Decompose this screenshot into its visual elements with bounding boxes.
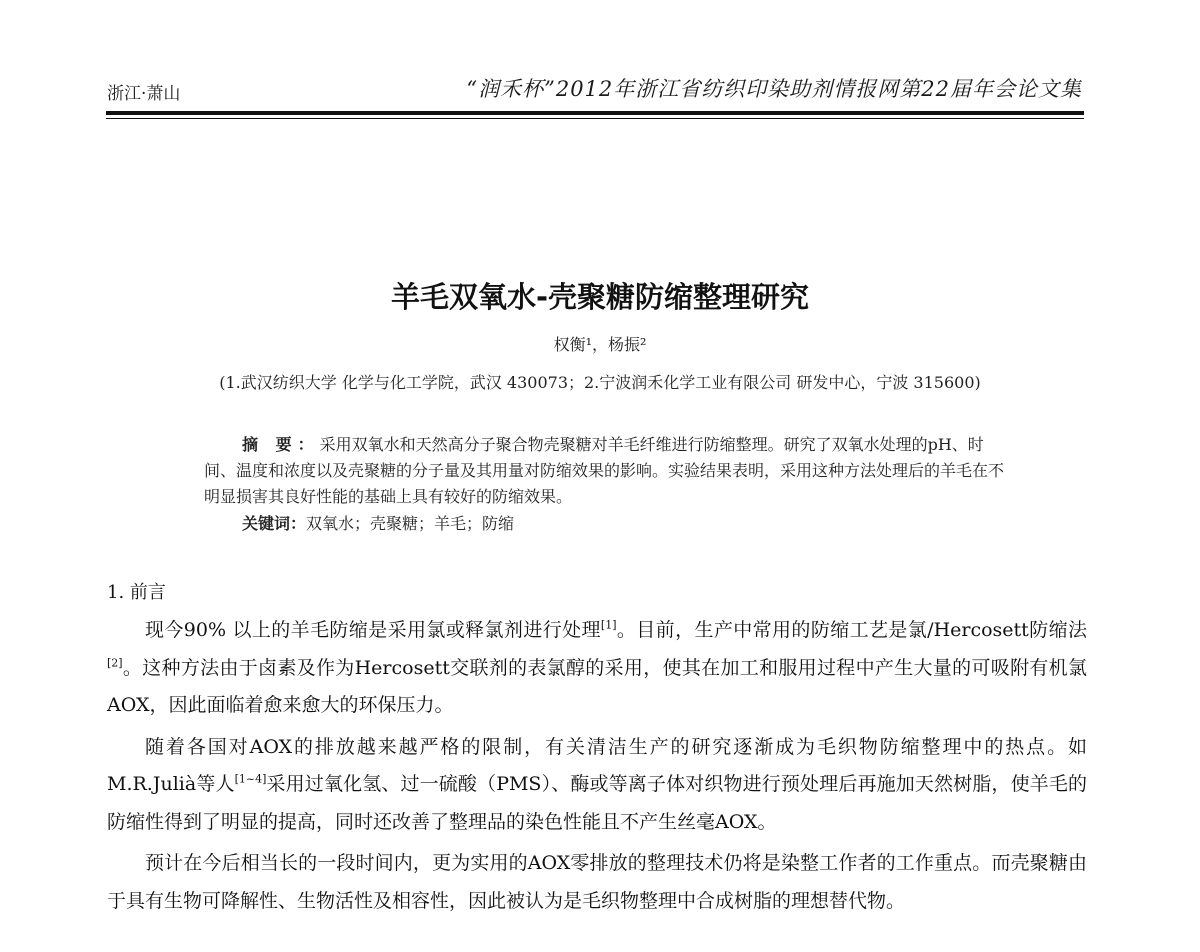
- authors: 权衡¹，杨振²: [553, 335, 647, 354]
- body-paragraph-2: [107, 729, 1087, 842]
- affiliation: (1.武汉纺织大学 化学与化工学院，武汉 430073；2.宁波润禾化学工业有限公司 研发中心，宁波 315600): [219, 373, 981, 392]
- abstract: [204, 432, 1004, 510]
- paper-title: 羊毛双氧水-壳聚糖防缩整理研究: [390, 280, 810, 314]
- body-text-span: 采用过氧化氢、过一硫酸（PMS）、酶或等离子体对织物进行预处理后再施加天然树脂，使羊毛的防缩性得到了明显的提高，同时还改善了整理品的染色性能且不产生丝毫AOX。: [107, 773, 1087, 833]
- abstract-label: 摘 要：: [242, 435, 320, 454]
- citation-ref: [1~4]: [234, 772, 267, 786]
- keywords: [242, 511, 514, 534]
- body-text-span: 。目前，生产中常用的防缩工艺是氯/Hercosett防缩法: [616, 619, 1087, 641]
- abstract-text: 采用双氧水和天然高分子聚合物壳聚糖对羊毛纤维进行防缩整理。研究了双氧水处理的pH、时间、温度和浓度以及壳聚糖的分子量及其用量对防缩效果的影响。实验结果表明，采用这种方法处理后的羊毛在不明显损害其良好性能的基础上具有较好的防缩效果。: [204, 435, 1005, 506]
- body-text-span: 随着各国对AOX的排放越来越严格的限制，有关清洁生产的研究逐渐成为毛织物防缩整理中的热点。如M.R.Julià等人: [107, 735, 1087, 795]
- abstract-paragraph: [204, 432, 1004, 510]
- header-rule-thick: [106, 111, 1084, 115]
- running-header-location: 浙江·萧山: [107, 84, 181, 104]
- header-rule-thin: [106, 118, 1084, 119]
- citation-ref: [2]: [107, 656, 123, 670]
- section-heading: 1. 前言: [107, 582, 166, 603]
- keywords-text: 双氧水；壳聚糖；羊毛；防缩: [306, 514, 515, 533]
- keywords-label: 关键词：: [242, 514, 307, 533]
- body-text-span: 。这种方法由于卤素及作为Hercosett交联剂的表氯醇的采用，使其在加工和服用过程中产生大量的可吸附有机氯AOX，因此面临着愈来愈大的环保压力。: [107, 656, 1087, 716]
- body-paragraph-3: 预计在今后相当长的一段时间内，更为实用的AOX零排放的整理技术仍将是染整工作者的工作重点。而壳聚糖由于具有生物可降解性、生物活性及相容性，因此被认为是毛织物整理中合成树脂的理想替代物。: [107, 852, 1087, 912]
- body-paragraph-1: [107, 612, 1087, 725]
- body-text-span: 现今90% 以上的羊毛防缩是采用氯或释氯剂进行处理: [145, 619, 601, 641]
- running-header-proceedings: “润禾杯”2012年浙江省纺织印染助剂情报网第22届年会论文集: [466, 77, 1082, 101]
- citation-ref: [1]: [600, 618, 617, 632]
- body-text: [107, 612, 1087, 924]
